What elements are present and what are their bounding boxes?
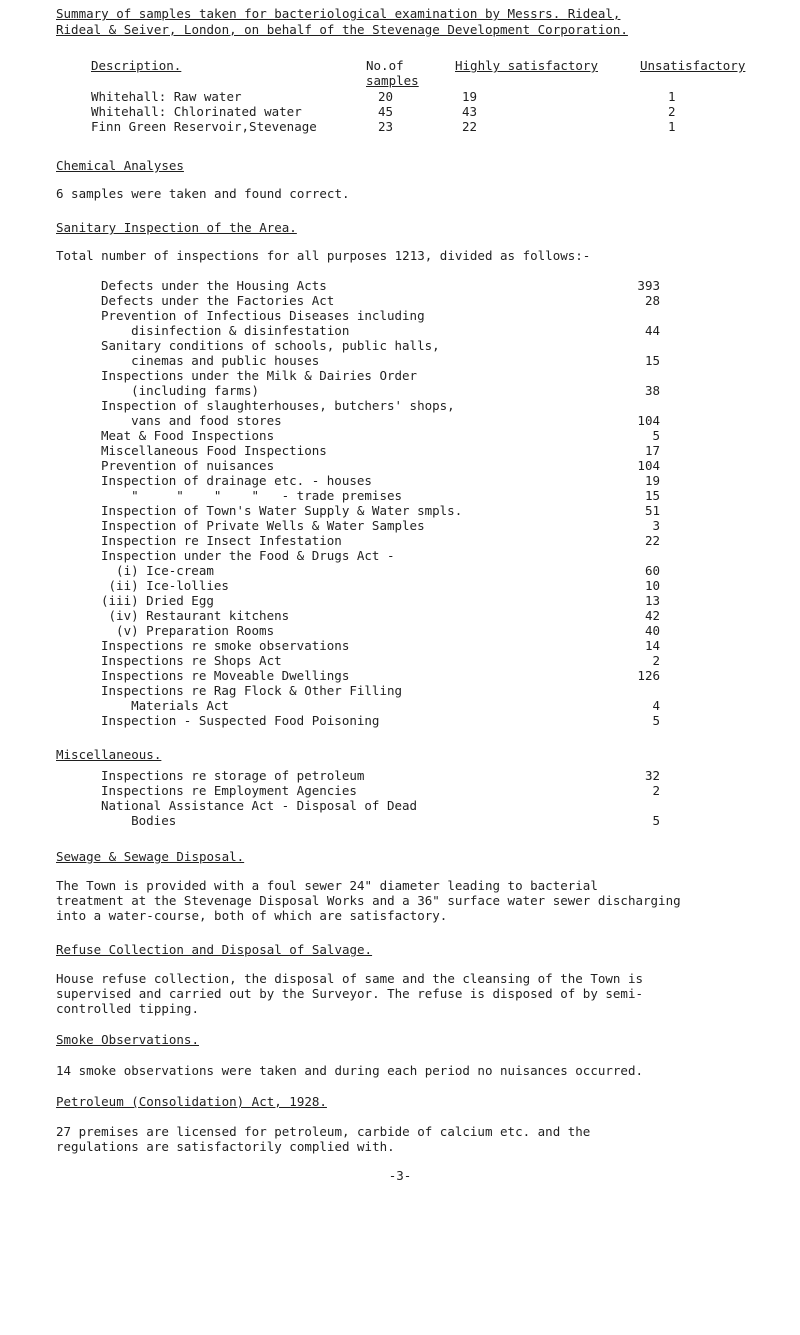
smoke-text: 14 smoke observations were taken and during each period no nuisances occurred. [56, 1063, 643, 1078]
list-item-value: 38 [644, 383, 660, 398]
petroleum-line-1: 27 premises are licensed for petroleum, carbide of calcium etc. and the [56, 1124, 591, 1139]
page-number: -3- [388, 1168, 412, 1183]
table-row-description: Whitehall: Raw water [91, 89, 242, 104]
list-item-label: cinemas and public houses [101, 353, 320, 368]
table-row-unsat: 1 [668, 119, 676, 134]
list-item-value: 60 [644, 563, 660, 578]
list-item-value: 32 [644, 768, 660, 783]
list-item-label: (v) Preparation Rooms [101, 623, 275, 638]
list-item-value: 5 [652, 713, 660, 728]
refuse-line-3: controlled tipping. [56, 1001, 199, 1016]
list-item-label: Defects under the Factories Act [101, 293, 335, 308]
list-item-label: Defects under the Housing Acts [101, 278, 327, 293]
list-item-label: " " " " - trade premises [101, 488, 403, 503]
list-item-label: Inspection of slaughterhouses, butchers' shops, [101, 398, 455, 413]
table-row-samples: 23 [378, 119, 394, 134]
list-item-label: Materials Act [101, 698, 229, 713]
table-row-highly: 43 [462, 104, 478, 119]
list-item-label: Inspection re Insect Infestation [101, 533, 342, 548]
list-item-label: Inspections re smoke observations [101, 638, 350, 653]
list-item-label: Inspection - Suspected Food Poisoning [101, 713, 380, 728]
col-header-samples: samples [366, 73, 419, 88]
list-item-value: 14 [644, 638, 660, 653]
list-item-label: disinfection & disinfestation [101, 323, 350, 338]
list-item-value: 28 [644, 293, 660, 308]
list-item-value: 15 [644, 353, 660, 368]
sewage-heading: Sewage & Sewage Disposal. [56, 849, 245, 864]
sewage-line-3: into a water-course, both of which are satisfactory. [56, 908, 448, 923]
petroleum-line-2: regulations are satisfactorily complied with. [56, 1139, 395, 1154]
list-item-value: 10 [644, 578, 660, 593]
sewage-line-2: treatment at the Stevenage Disposal Works and a 36" surface water sewer discharging [56, 893, 681, 908]
refuse-line-1: House refuse collection, the disposal of same and the cleansing of the Town is [56, 971, 643, 986]
list-item-value: 19 [644, 473, 660, 488]
table-row-unsat: 2 [668, 104, 676, 119]
list-item-label: Inspections re Employment Agencies [101, 783, 357, 798]
list-item-value: 393 [637, 278, 660, 293]
list-item-label: (including farms) [101, 383, 260, 398]
table-row-samples: 45 [378, 104, 394, 119]
sewage-line-1: The Town is provided with a foul sewer 24" diameter leading to bacterial [56, 878, 598, 893]
list-item-label: Inspections re Moveable Dwellings [101, 668, 350, 683]
list-item-value: 104 [637, 413, 660, 428]
list-item-value: 44 [644, 323, 660, 338]
miscellaneous-heading: Miscellaneous. [56, 747, 162, 762]
chemical-text: 6 samples were taken and found correct. [56, 186, 350, 201]
list-item-value: 22 [644, 533, 660, 548]
list-item-label: Inspection of Private Wells & Water Samples [101, 518, 425, 533]
list-item-label: (iii) Dried Egg [101, 593, 214, 608]
refuse-heading: Refuse Collection and Disposal of Salvage. [56, 942, 373, 957]
list-item-label: (ii) Ice-lollies [101, 578, 229, 593]
list-item-label: Inspection of drainage etc. - houses [101, 473, 372, 488]
list-item-value: 5 [652, 813, 660, 828]
list-item-label: Prevention of Infectious Diseases including [101, 308, 425, 323]
list-item-label: Miscellaneous Food Inspections [101, 443, 327, 458]
col-header-description: Description. [91, 58, 182, 73]
col-header-highly-satisfactory: Highly satisfactory [455, 58, 598, 73]
list-item-value: 126 [637, 668, 660, 683]
table-row-samples: 20 [378, 89, 394, 104]
list-item-value: 5 [652, 428, 660, 443]
sanitary-heading: Sanitary Inspection of the Area. [56, 220, 297, 235]
sanitary-intro: Total number of inspections for all purposes 1213, divided as follows:- [56, 248, 591, 263]
table-row-highly: 22 [462, 119, 478, 134]
list-item-label: Inspection of Town's Water Supply & Water smpls. [101, 503, 463, 518]
petroleum-heading: Petroleum (Consolidation) Act, 1928. [56, 1094, 327, 1109]
list-item-label: Inspections under the Milk & Dairies Order [101, 368, 418, 383]
list-item-label: Inspections re Shops Act [101, 653, 282, 668]
list-item-value: 40 [644, 623, 660, 638]
header-line-1: Summary of samples taken for bacteriological examination by Messrs. Rideal, [56, 6, 621, 21]
table-row-description: Whitehall: Chlorinated water [91, 104, 302, 119]
list-item-label: Inspections re Rag Flock & Other Filling [101, 683, 403, 698]
list-item-label: Inspections re storage of petroleum [101, 768, 365, 783]
list-item-value: 13 [644, 593, 660, 608]
header-line-2: Rideal & Seiver, London, on behalf of the Stevenage Development Corporation. [56, 22, 628, 37]
list-item-value: 2 [652, 783, 660, 798]
table-row-description: Finn Green Reservoir,Stevenage [91, 119, 317, 134]
list-item-value: 2 [652, 653, 660, 668]
list-item-label: Sanitary conditions of schools, public halls, [101, 338, 440, 353]
list-item-value: 3 [652, 518, 660, 533]
table-row-highly: 19 [462, 89, 478, 104]
list-item-value: 4 [652, 698, 660, 713]
list-item-value: 104 [637, 458, 660, 473]
col-header-no-of: No.of [366, 58, 404, 73]
list-item-label: Bodies [101, 813, 177, 828]
chemical-heading: Chemical Analyses [56, 158, 184, 173]
list-item-label: (i) Ice-cream [101, 563, 214, 578]
list-item-label: Inspection under the Food & Drugs Act - [101, 548, 395, 563]
list-item-label: Meat & Food Inspections [101, 428, 275, 443]
list-item-value: 42 [644, 608, 660, 623]
list-item-value: 51 [644, 503, 660, 518]
list-item-value: 17 [644, 443, 660, 458]
smoke-heading: Smoke Observations. [56, 1032, 199, 1047]
list-item-label: National Assistance Act - Disposal of Dead [101, 798, 418, 813]
col-header-unsatisfactory: Unsatisfactory [640, 58, 746, 73]
table-row-unsat: 1 [668, 89, 676, 104]
list-item-label: Prevention of nuisances [101, 458, 275, 473]
list-item-label: (iv) Restaurant kitchens [101, 608, 290, 623]
list-item-label: vans and food stores [101, 413, 282, 428]
refuse-line-2: supervised and carried out by the Surveyor. The refuse is disposed of by semi- [56, 986, 643, 1001]
list-item-value: 15 [644, 488, 660, 503]
